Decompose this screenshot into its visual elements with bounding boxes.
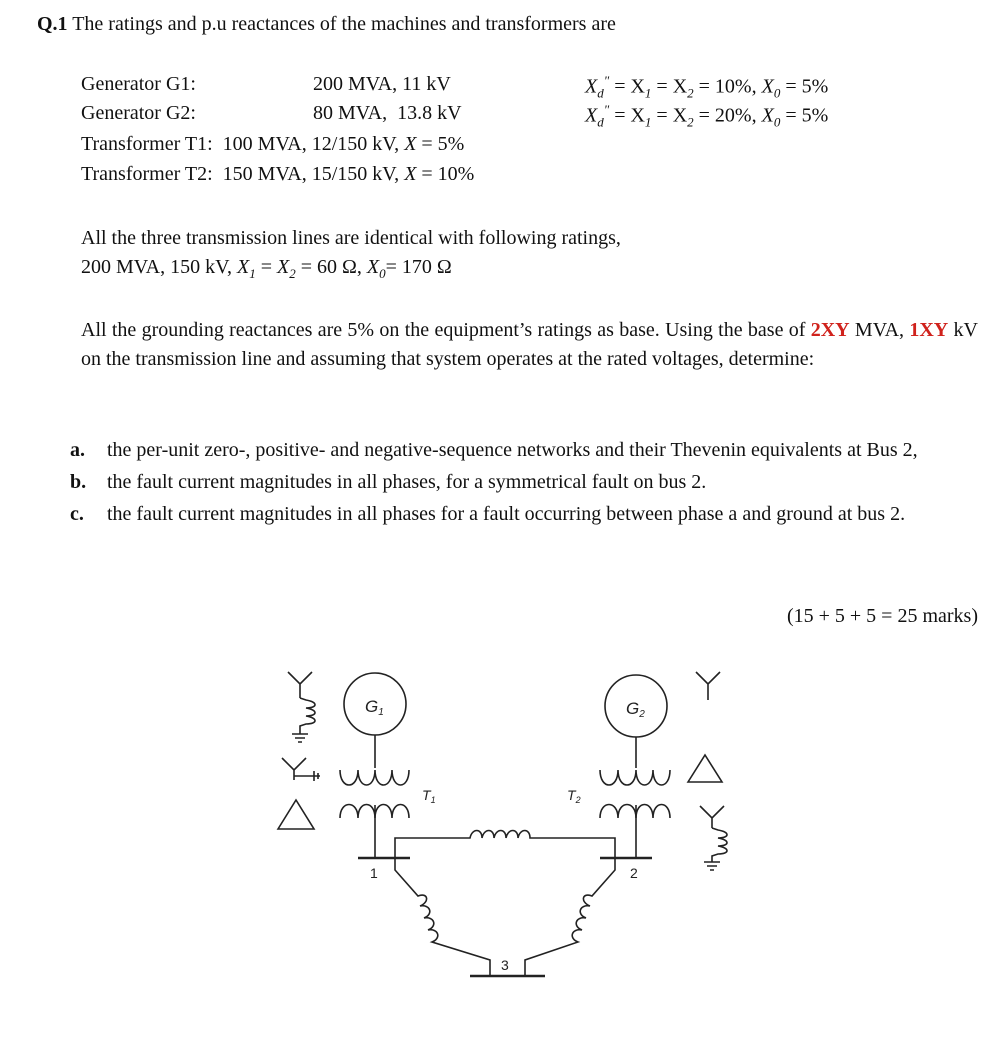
list-item: b. the fault current magnitudes in all phases, for a symmetrical fault on bus 2. [70,471,707,493]
g1-grounded-wye-icon [288,672,315,742]
base-mva-value: 2XY [810,319,850,341]
transformer-t1 [340,770,436,858]
rating-row-t1: Transformer T1: 100 MVA, 12/150 kV, X = 5% [81,133,465,155]
svg-text:G2: G2 [626,699,645,720]
transformer-t2 [567,770,670,858]
question-intro: The ratings and p.u reactances of the machines and transformers are [72,13,616,35]
g2-wye-icon [696,672,720,700]
line-1-2 [395,831,615,859]
g1-label: Generator G1: [81,73,196,95]
bus-1-label: 1 [370,865,378,881]
bus-3-label: 3 [501,957,509,973]
question-number: Q.1 [37,13,68,35]
rating-row-t2: Transformer T2: 150 MVA, 15/150 kV, X = 10% [81,163,475,185]
g1-rating: 200 MVA, 11 kV [313,73,451,95]
t2-grounded-wye-icon [700,806,727,870]
base-kv-value: 1XY [909,319,949,341]
generator-g1 [344,673,406,768]
t2-delta-icon [688,755,722,782]
grounding-paragraph: All the grounding reactances are 5% on the equipment’s ratings as base. Using the base of 2XY MVA, 1XY kV on the transmission line and assuming that system operates at the rated voltages, determine: [81,319,978,370]
svg-text:T2: $T_2$ [567,787,581,805]
line-1-3 [395,858,490,968]
bus-2-label: 2 [630,865,638,881]
generator-g2 [605,675,667,768]
svg-text:G1: G1 [365,697,384,718]
t1-delta-icon [278,800,314,829]
lines-text-1: All the three transmission lines are identical with following ratings, [81,227,621,249]
list-item: c. the fault current magnitudes in all phases for a fault occurring between phase a and ground at bus 2. [70,503,906,525]
lines-text-2: 200 MVA, 150 kV, $X_1 = X_2 = 60$ Ω, $X_0= 170$ Ω [81,256,452,281]
g1-reactances: $X_d^" = X_1 = X_2 = 10\%$, $X_0 = 5\%$ [585,73,829,101]
g2-rating: 80 MVA, 13.8 kV [313,102,462,124]
list-item: a. the per-unit zero-, positive- and negative-sequence networks and their Thevenin equivalents at Bus 2, [70,439,918,461]
g2-label: Generator G2: [81,102,196,124]
line-2-3 [525,858,615,968]
svg-text:T1: $T_1$ [422,787,436,805]
g2-reactances: $X_d^" = X_1 = X_2 = 20\%$, $X_0 = 5\%$ [585,102,829,130]
marks-total: (15 + 5 + 5 = 25 marks) [786,605,978,627]
t1-grounded-wye-icon [282,758,320,781]
